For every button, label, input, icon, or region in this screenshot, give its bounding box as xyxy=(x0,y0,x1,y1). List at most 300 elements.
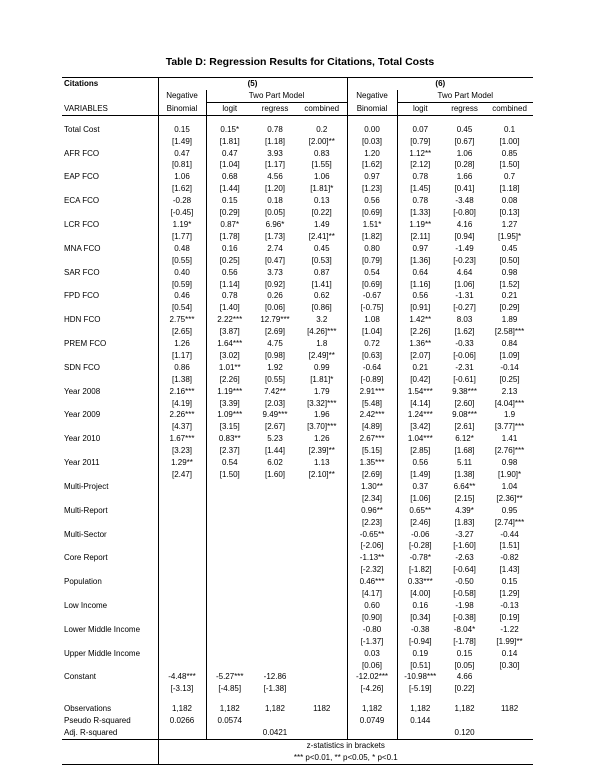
coef-cell: 0.07 xyxy=(397,124,443,136)
coef-cell: -10.98*** xyxy=(397,671,443,683)
stat-cell: 1,182 xyxy=(454,704,475,714)
coef-cell: 4.16 xyxy=(456,219,473,229)
table-row xyxy=(62,409,533,421)
z-stat-cell: [2.41]** xyxy=(308,231,335,241)
coef-cell: 0.47 xyxy=(206,148,253,160)
z-stat-row xyxy=(62,493,533,505)
table-body xyxy=(62,115,533,764)
coef-cell: 1.92 xyxy=(267,362,283,372)
coef-cell: 1.13 xyxy=(313,458,330,468)
coef-cell: 1.41 xyxy=(501,434,518,444)
z-stat-cell: [2.60] xyxy=(454,398,475,408)
z-stat-cell: [0.81] xyxy=(158,159,206,171)
stat-cell xyxy=(486,727,533,739)
z-stat-cell xyxy=(158,588,206,600)
z-stat-cell: [1.33] xyxy=(397,207,443,219)
z-stat-cell: [0.06] xyxy=(264,303,285,313)
col-5-header: (5) xyxy=(158,78,347,90)
z-stat-cell: [5.48] xyxy=(347,398,397,410)
coef-cell xyxy=(206,529,253,541)
z-stat-cell: [1.73] xyxy=(264,231,285,241)
stat-cell xyxy=(443,715,486,727)
z-stat-cell: [0.25] xyxy=(499,374,520,384)
row-label-empty xyxy=(62,374,158,386)
coef-cell: 2.13 xyxy=(501,386,518,396)
z-stat-cell: [1.62] xyxy=(158,183,206,195)
z-stat-cell: [0.69] xyxy=(347,279,397,291)
z-stat-cell xyxy=(158,540,206,552)
z-stat-cell: [-0.80] xyxy=(453,208,476,218)
row-label: SDN FCO xyxy=(64,362,100,372)
table-row xyxy=(62,457,533,469)
coef-cell: 0.83** xyxy=(206,433,253,445)
row-label: PREM FCO xyxy=(64,339,107,349)
z-stat-cell: [-0.75] xyxy=(347,302,397,314)
coef-cell: 0.26 xyxy=(267,291,283,301)
z-stat-row xyxy=(62,326,533,338)
z-stat-cell xyxy=(206,493,253,505)
z-stat-cell: [2.11] xyxy=(397,231,443,243)
z-stat-cell: [1.04] xyxy=(347,326,397,338)
z-stat-cell: [5.15] xyxy=(347,445,397,457)
z-stat-cell: [0.53] xyxy=(311,255,332,265)
z-stat-cell: [3.70]*** xyxy=(307,422,337,432)
coef-cell xyxy=(297,481,347,493)
z-stat-cell: [2.74]*** xyxy=(494,517,525,527)
spacer-cell xyxy=(253,695,297,703)
coef-cell: -1.98 xyxy=(455,600,474,610)
note-label-empty xyxy=(62,752,158,764)
z-stat-cell: [3.02] xyxy=(206,350,253,362)
coef-cell: 0.03 xyxy=(347,648,397,660)
coef-cell: 1.19* xyxy=(158,219,206,231)
table-row xyxy=(62,314,533,326)
coef-cell xyxy=(206,648,253,660)
regression-table xyxy=(62,77,533,765)
spacer-row xyxy=(62,115,533,124)
coef-cell: -8.04* xyxy=(453,624,476,634)
z-stat-cell: [2.85] xyxy=(397,445,443,457)
z-stat-cell: [-4.85] xyxy=(206,683,253,695)
row-label: Total Cost xyxy=(64,124,100,134)
coef-cell: 1.64*** xyxy=(206,338,253,350)
z-stat-cell xyxy=(253,636,297,648)
combined-label-5: combined xyxy=(297,102,347,115)
z-stat-cell xyxy=(297,683,347,695)
z-stat-cell: [0.92] xyxy=(264,279,285,289)
z-stat-cell: [3.77]*** xyxy=(494,422,525,432)
z-stat-row xyxy=(62,660,533,672)
z-stat-cell: [1.40] xyxy=(206,302,253,314)
coef-cell xyxy=(297,648,347,660)
coef-cell: 0.15 xyxy=(158,124,206,136)
z-stat-row xyxy=(62,683,533,695)
z-stat-row xyxy=(62,540,533,552)
coef-cell: 3.73 xyxy=(267,267,283,277)
z-stat-row xyxy=(62,469,533,481)
table-row xyxy=(62,433,533,445)
z-stat-cell: [1.90]* xyxy=(497,470,522,479)
row-label-empty xyxy=(62,302,158,314)
two-part-label-5: Two Part Model xyxy=(206,90,347,102)
table-row xyxy=(62,505,533,517)
table-row xyxy=(62,267,533,279)
z-stat-row xyxy=(62,231,533,243)
coef-cell: 4.75 xyxy=(267,339,283,349)
z-stat-row xyxy=(62,255,533,267)
coef-cell xyxy=(253,481,297,493)
coef-cell xyxy=(486,671,533,683)
z-stat-cell: [2.03] xyxy=(264,398,285,408)
row-label-empty xyxy=(62,517,158,529)
z-stat-cell: [1.68] xyxy=(454,446,475,456)
coef-cell: 1.26 xyxy=(313,434,330,444)
coef-cell: 0.16 xyxy=(206,243,253,255)
row-label-empty xyxy=(62,660,158,672)
z-stat-cell: [-0.94] xyxy=(397,636,443,648)
z-stat-cell: [1.38] xyxy=(454,470,475,479)
coef-cell: -3.27 xyxy=(455,529,474,539)
coef-cell: 1.04*** xyxy=(397,433,443,445)
z-stat-cell: [1.43] xyxy=(499,565,520,575)
z-stat-cell xyxy=(253,588,297,600)
spacer-cell xyxy=(206,695,253,703)
z-stat-cell: [0.19] xyxy=(499,612,520,622)
z-stat-cell: [3.42] xyxy=(397,421,443,433)
coef-cell: 0.16 xyxy=(397,600,443,612)
z-stat-cell: [0.41] xyxy=(454,184,475,194)
z-stat-cell xyxy=(297,660,347,672)
coef-cell: 0.33*** xyxy=(397,576,443,588)
table-row xyxy=(62,648,533,660)
coef-cell: 0.21 xyxy=(397,362,443,374)
z-stat-cell: [-1.82] xyxy=(397,564,443,576)
coef-cell: 1.36** xyxy=(397,338,443,350)
z-stat-cell: [0.90] xyxy=(347,612,397,624)
stat-cell: 0.144 xyxy=(397,715,443,727)
coef-cell: 0.48 xyxy=(158,243,206,255)
z-stat-cell: [-0.28] xyxy=(397,540,443,552)
row-label-empty xyxy=(62,612,158,624)
coef-cell xyxy=(158,505,206,517)
coef-cell: -0.67 xyxy=(347,290,397,302)
table-title: Table D: Regression Results for Citations, Total Costs xyxy=(165,56,435,68)
coef-cell: 0.86 xyxy=(158,362,206,374)
row-label-empty xyxy=(62,540,158,552)
z-stat-cell: [1.51] xyxy=(499,541,520,551)
z-stat-cell xyxy=(158,636,206,648)
table-row xyxy=(62,386,533,398)
coef-cell: 0.64 xyxy=(397,267,443,279)
z-stat-row xyxy=(62,445,533,457)
z-stat-cell xyxy=(158,493,206,505)
z-stat-cell: [0.59] xyxy=(158,279,206,291)
row-label-empty xyxy=(62,183,158,195)
coef-cell: 0.14 xyxy=(501,648,518,658)
coef-cell: 0.37 xyxy=(397,481,443,493)
z-stat-cell: [0.98] xyxy=(264,350,285,360)
z-stat-cell xyxy=(297,588,347,600)
z-stat-cell: [1.00] xyxy=(499,136,520,146)
coef-cell: 0.00 xyxy=(347,124,397,136)
coef-cell: 0.78 xyxy=(397,171,443,183)
z-stat-cell: [-0.23] xyxy=(453,255,476,265)
z-stat-row xyxy=(62,374,533,386)
coef-cell xyxy=(297,671,347,683)
z-stat-cell: [0.91] xyxy=(397,302,443,314)
coef-cell xyxy=(297,552,347,564)
row-label-empty xyxy=(62,683,158,695)
coef-cell: 1.04 xyxy=(501,481,518,491)
z-stat-cell: [-4.26] xyxy=(347,683,397,695)
coef-cell: 0.80 xyxy=(347,243,397,255)
z-stat-cell: [2.69] xyxy=(347,469,397,481)
coef-cell: -0.80 xyxy=(347,624,397,636)
row-label: Multi-Report xyxy=(64,505,108,515)
coef-cell xyxy=(158,576,206,588)
coef-cell: 2.74 xyxy=(267,243,283,253)
logit-label-6: logit xyxy=(397,102,443,115)
stat-label: Adj. R-squared xyxy=(62,727,158,739)
spacer-label xyxy=(62,115,158,124)
coef-cell xyxy=(158,552,206,564)
note-row xyxy=(62,752,533,764)
z-stat-cell: [1.18] xyxy=(499,184,520,194)
z-stat-cell xyxy=(158,564,206,576)
table-row xyxy=(62,481,533,493)
coef-cell: 3.93 xyxy=(267,148,283,158)
z-stat-cell: [-5.19] xyxy=(397,683,443,695)
stat-cell: 1,182 xyxy=(347,703,397,715)
z-stat-cell: [1.81]* xyxy=(310,374,334,384)
row-label-empty xyxy=(62,279,158,291)
z-stat-cell: [2.37] xyxy=(206,445,253,457)
coef-cell: -4.48*** xyxy=(158,671,206,683)
coef-cell: 8.03 xyxy=(456,315,473,325)
coef-cell: 1.67*** xyxy=(158,433,206,445)
logit-label-5: logit xyxy=(206,102,253,115)
z-stat-cell: [0.67] xyxy=(454,136,475,146)
z-stat-cell: [0.13] xyxy=(499,208,520,218)
row-label-empty xyxy=(62,350,158,362)
coef-cell: 0.62 xyxy=(313,291,330,301)
coef-cell: -0.33 xyxy=(455,339,474,349)
row-label: Lower Middle Income xyxy=(64,624,141,634)
coef-cell: 0.96** xyxy=(347,505,397,517)
z-stat-cell: [1.06] xyxy=(397,493,443,505)
z-stat-cell: [-2.06] xyxy=(347,540,397,552)
coef-cell xyxy=(297,576,347,588)
z-stat-cell xyxy=(253,612,297,624)
coef-cell: -0.28 xyxy=(158,195,206,207)
row-label-empty xyxy=(62,445,158,457)
coef-cell: 0.21 xyxy=(501,291,518,301)
coef-cell: 1.30** xyxy=(347,481,397,493)
z-stat-cell xyxy=(253,517,297,529)
coef-cell xyxy=(297,624,347,636)
spacer-cell xyxy=(158,115,206,124)
variables-label: VARIABLES xyxy=(62,102,158,115)
coef-cell: 1.06 xyxy=(456,148,473,158)
z-stat-row xyxy=(62,588,533,600)
coef-cell: -0.78* xyxy=(397,552,443,564)
coef-cell xyxy=(158,648,206,660)
z-stat-cell: [1.06] xyxy=(454,279,475,289)
stat-cell: 0.0421 xyxy=(253,727,297,739)
coef-cell: 0.45 xyxy=(456,124,473,134)
z-stat-cell: [1.29] xyxy=(499,589,520,599)
row-label: SAR FCO xyxy=(64,267,100,277)
z-stat-cell: [2.65] xyxy=(158,326,206,338)
coef-cell xyxy=(206,600,253,612)
coef-cell: 1.12** xyxy=(397,148,443,160)
coef-cell: 0.46 xyxy=(158,290,206,302)
z-stat-cell: [2.69] xyxy=(264,327,285,337)
coef-cell: 9.08*** xyxy=(452,410,477,420)
z-stat-cell: [1.50] xyxy=(499,160,520,170)
table-note: *** p<0.01, ** p<0.05, * p<0.1 xyxy=(158,752,533,764)
spacer-row xyxy=(62,695,533,703)
coef-cell: 0.18 xyxy=(267,196,283,206)
spacer-cell xyxy=(206,115,253,124)
z-stat-row xyxy=(62,183,533,195)
coef-cell: 2.67*** xyxy=(347,433,397,445)
stat-cell: 1,182 xyxy=(264,704,286,714)
row-label: ECA FCO xyxy=(64,196,100,206)
coef-cell xyxy=(206,576,253,588)
col-6-header: (6) xyxy=(347,78,533,90)
coef-cell: -0.14 xyxy=(500,362,519,372)
coef-cell: 0.15* xyxy=(206,124,253,136)
z-stat-cell: [2.34] xyxy=(347,493,397,505)
stat-cell xyxy=(486,715,533,727)
row-label-empty xyxy=(62,398,158,410)
spacer-cell xyxy=(297,695,347,703)
coef-cell: 1.19** xyxy=(397,219,443,231)
z-stat-cell: [0.05] xyxy=(264,208,285,218)
z-stat-cell: [-1.78] xyxy=(453,636,476,646)
z-stat-cell: [1.23] xyxy=(347,183,397,195)
z-stat-cell: [0.42] xyxy=(397,374,443,386)
z-stat-cell: [2.49]** xyxy=(308,350,335,360)
coef-cell: -0.06 xyxy=(397,529,443,541)
stat-cell: 0.0266 xyxy=(158,715,206,727)
coef-cell: 1.79 xyxy=(313,386,330,396)
row-label-empty xyxy=(62,231,158,243)
coef-cell: 0.54 xyxy=(206,457,253,469)
coef-cell: -5.27*** xyxy=(206,671,253,683)
z-stat-cell: [0.30] xyxy=(499,660,520,670)
spacer-cell xyxy=(347,695,397,703)
z-stat-cell: [-1.38] xyxy=(263,684,287,694)
z-stat-cell: [1.81] xyxy=(206,136,253,148)
coef-cell: -12.02*** xyxy=(347,671,397,683)
coef-cell: 0.56 xyxy=(397,457,443,469)
coef-cell xyxy=(253,552,297,564)
table-row xyxy=(62,171,533,183)
coef-cell: -2.63 xyxy=(455,553,474,563)
row-label: Core Report xyxy=(64,553,108,563)
binom-label-5: Binomial xyxy=(158,102,206,115)
z-stat-cell: [1.17] xyxy=(264,160,285,170)
table-header xyxy=(62,78,533,116)
coef-cell: 6.12* xyxy=(455,434,474,444)
coef-cell: 0.56 xyxy=(347,195,397,207)
z-stat-cell: [1.45] xyxy=(397,183,443,195)
z-stat-row xyxy=(62,279,533,291)
z-stat-cell: [0.29] xyxy=(206,207,253,219)
table-row xyxy=(62,362,533,374)
z-stat-cell: [4.14] xyxy=(397,398,443,410)
coef-cell: 1.51* xyxy=(347,219,397,231)
coef-cell xyxy=(253,576,297,588)
coef-cell: 0.1 xyxy=(503,124,516,134)
regress-label-6: regress xyxy=(443,102,486,115)
coef-cell: 0.60 xyxy=(347,600,397,612)
coef-cell: 0.78 xyxy=(206,290,253,302)
coef-cell: 0.72 xyxy=(347,338,397,350)
coef-cell: 1.42** xyxy=(397,314,443,326)
z-stat-cell: [1.95]* xyxy=(497,231,522,241)
z-stat-cell: [1.83] xyxy=(454,517,475,527)
coef-cell: 4.56 xyxy=(267,172,283,182)
z-stat-cell: [-0.38] xyxy=(453,612,476,622)
z-stat-cell: [1.38] xyxy=(158,374,206,386)
coef-cell: 2.16*** xyxy=(158,386,206,398)
table-row xyxy=(62,576,533,588)
z-stat-cell: [1.82] xyxy=(347,231,397,243)
coef-cell: 9.38*** xyxy=(452,386,477,396)
coef-cell: 0.65** xyxy=(397,505,443,517)
coef-cell xyxy=(253,505,297,517)
z-stat-cell: [1.20] xyxy=(264,184,285,194)
z-stat-cell: [1.99]** xyxy=(496,636,523,646)
coef-cell: -0.44 xyxy=(500,529,519,539)
coef-cell: 4.39* xyxy=(455,505,474,515)
z-stat-cell: [1.62] xyxy=(347,159,397,171)
z-stat-cell xyxy=(206,517,253,529)
z-stat-cell: [1.50] xyxy=(206,469,253,481)
row-label-empty xyxy=(62,588,158,600)
z-stat-cell: [1.49] xyxy=(397,469,443,481)
coef-cell: 1.19*** xyxy=(206,386,253,398)
coef-cell: -0.50 xyxy=(455,577,474,587)
table-note: z-statistics in brackets xyxy=(158,739,533,751)
coef-cell: 0.15 xyxy=(206,195,253,207)
row-label: MNA FCO xyxy=(64,243,101,253)
z-stat-cell: [4.04]*** xyxy=(494,398,525,408)
z-stat-cell xyxy=(206,660,253,672)
coef-cell: 4.64 xyxy=(456,267,473,277)
row-label-empty xyxy=(62,636,158,648)
coef-cell: -12.86 xyxy=(263,672,287,682)
coef-cell: 2.22*** xyxy=(206,314,253,326)
z-stat-cell: [1.18] xyxy=(264,136,285,146)
coef-cell xyxy=(253,529,297,541)
row-label: Upper Middle Income xyxy=(64,648,141,658)
z-stat-cell: [4.19] xyxy=(158,398,206,410)
z-stat-cell: [2.67] xyxy=(264,422,285,432)
z-stat-row xyxy=(62,302,533,314)
row-label-empty xyxy=(62,421,158,433)
coef-cell: 6.02 xyxy=(267,458,283,468)
z-stat-cell: [0.79] xyxy=(397,136,443,148)
row-label: Year 2010 xyxy=(64,434,101,444)
row-label: Year 2009 xyxy=(64,410,101,420)
z-stat-cell: [2.76]*** xyxy=(494,446,525,456)
coef-cell: 0.99 xyxy=(313,362,330,372)
coef-cell: 12.79*** xyxy=(260,315,290,325)
